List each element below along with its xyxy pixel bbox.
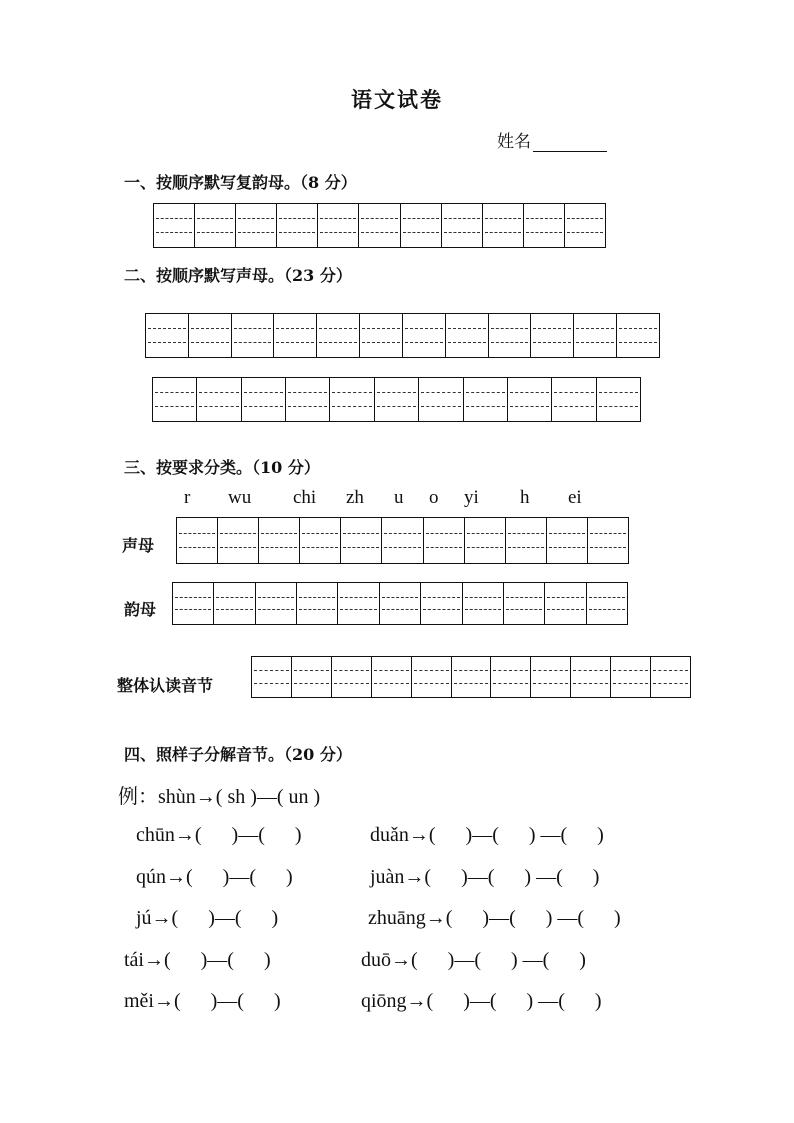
grid-cell[interactable] <box>195 204 236 247</box>
name-blank[interactable] <box>533 133 607 152</box>
grid-cell[interactable] <box>274 314 317 357</box>
grid-cell[interactable] <box>651 657 690 697</box>
grid-cell[interactable] <box>571 657 611 697</box>
grid-cell[interactable] <box>452 657 492 697</box>
exercise-item[interactable]: tái→( )—( ) <box>124 949 271 971</box>
writing-grid-2a[interactable] <box>145 313 660 358</box>
grid-cell[interactable] <box>403 314 446 357</box>
grid-cell[interactable] <box>146 314 189 357</box>
exercise-item[interactable]: duǎn→( )—( ) —( ) <box>370 824 604 846</box>
grid-cell[interactable] <box>372 657 412 697</box>
exercise-item[interactable]: chūn→( )—( ) <box>136 824 302 846</box>
grid-cell[interactable] <box>177 518 218 563</box>
syllable: h <box>520 487 530 508</box>
grid-cell[interactable] <box>259 518 300 563</box>
grid-cell[interactable] <box>531 657 571 697</box>
grid-cell[interactable] <box>547 518 588 563</box>
syllable: o <box>429 487 439 508</box>
grid-cell[interactable] <box>330 378 374 421</box>
grid-cell[interactable] <box>587 583 627 624</box>
exercise-item[interactable]: měi→( )—( ) <box>124 990 281 1012</box>
grid-cell[interactable] <box>218 518 259 563</box>
syllable: yi <box>464 487 479 508</box>
grid-cell[interactable] <box>419 378 463 421</box>
grid-cell[interactable] <box>545 583 586 624</box>
grid-cell[interactable] <box>256 583 297 624</box>
name-label: 姓名 <box>497 132 531 152</box>
example-line: 例：shùn→( sh )—( un ) <box>118 786 321 808</box>
exercise-item[interactable]: qiōng→( )—( ) —( ) <box>361 990 602 1012</box>
exercise-item[interactable]: juàn→( )—( ) —( ) <box>370 866 600 888</box>
grid-cell[interactable] <box>424 518 465 563</box>
grid-cell[interactable] <box>173 583 214 624</box>
grid-cell[interactable] <box>189 314 232 357</box>
exercise-item[interactable]: zhuāng→( )—( ) —( ) <box>368 907 621 929</box>
grid-cell[interactable] <box>597 378 640 421</box>
syllable: zh <box>346 487 364 508</box>
exercise-item[interactable]: qún→( )—( ) <box>136 866 293 888</box>
grid-cell[interactable] <box>617 314 659 357</box>
section-4-heading: 四、照样子分解音节。（20 分） <box>124 745 352 764</box>
grid-cell[interactable] <box>338 583 379 624</box>
grid-cell[interactable] <box>232 314 275 357</box>
section-1-heading: 一、按顺序默写复韵母。（8 分） <box>124 173 357 192</box>
grid-cell[interactable] <box>464 378 508 421</box>
grid-cell[interactable] <box>524 204 565 247</box>
grid-cell[interactable] <box>506 518 547 563</box>
writing-grid-shengmu[interactable] <box>176 517 629 564</box>
writing-grid-1[interactable] <box>153 203 606 248</box>
grid-cell[interactable] <box>552 378 596 421</box>
exercise-item[interactable]: jú→( )—( ) <box>136 907 279 929</box>
syllable: chi <box>293 487 317 508</box>
grid-cell[interactable] <box>401 204 442 247</box>
writing-grid-2b[interactable] <box>152 377 641 422</box>
zhengti-label: 整体认读音节 <box>117 676 214 695</box>
yunmu-label: 韵母 <box>124 600 157 619</box>
syllable: r <box>184 487 191 508</box>
grid-cell[interactable] <box>421 583 462 624</box>
syllable: ei <box>568 487 582 508</box>
syllable: wu <box>228 487 252 508</box>
exercise-item[interactable]: duō→( )—( ) —( ) <box>361 949 586 971</box>
writing-grid-yunmu[interactable] <box>172 582 628 625</box>
grid-cell[interactable] <box>341 518 382 563</box>
grid-cell[interactable] <box>412 657 452 697</box>
grid-cell[interactable] <box>611 657 651 697</box>
grid-cell[interactable] <box>332 657 372 697</box>
grid-cell[interactable] <box>292 657 332 697</box>
syllable: u <box>394 487 404 508</box>
name-field[interactable] <box>497 127 607 152</box>
grid-cell[interactable] <box>463 583 504 624</box>
page-title: 语文试卷 <box>351 87 443 112</box>
section-3-heading: 三、按要求分类。（10 分） <box>124 458 320 477</box>
grid-cell[interactable] <box>153 378 197 421</box>
grid-cell[interactable] <box>531 314 574 357</box>
grid-cell[interactable] <box>359 204 400 247</box>
grid-cell[interactable] <box>446 314 489 357</box>
grid-cell[interactable] <box>297 583 338 624</box>
grid-cell[interactable] <box>154 204 195 247</box>
grid-cell[interactable] <box>214 583 255 624</box>
writing-grid-zhengti[interactable] <box>251 656 691 698</box>
grid-cell[interactable] <box>300 518 341 563</box>
grid-cell[interactable] <box>318 204 359 247</box>
section-2-heading: 二、按顺序默写声母。（23 分） <box>124 266 352 285</box>
grid-cell[interactable] <box>382 518 423 563</box>
grid-cell[interactable] <box>277 204 318 247</box>
syllable-list <box>170 487 600 513</box>
shengmu-label: 声母 <box>122 536 155 555</box>
grid-cell[interactable] <box>236 204 277 247</box>
grid-cell[interactable] <box>380 583 421 624</box>
grid-cell[interactable] <box>508 378 552 421</box>
grid-cell[interactable] <box>375 378 419 421</box>
grid-cell[interactable] <box>465 518 506 563</box>
grid-cell[interactable] <box>286 378 330 421</box>
grid-cell[interactable] <box>588 518 628 563</box>
grid-cell[interactable] <box>565 204 605 247</box>
grid-cell[interactable] <box>242 378 286 421</box>
grid-cell[interactable] <box>574 314 617 357</box>
grid-cell[interactable] <box>442 204 483 247</box>
grid-cell[interactable] <box>252 657 292 697</box>
grid-cell[interactable] <box>317 314 360 357</box>
grid-cell[interactable] <box>483 204 524 247</box>
grid-cell[interactable] <box>491 657 531 697</box>
grid-cell[interactable] <box>360 314 403 357</box>
grid-cell[interactable] <box>197 378 241 421</box>
grid-cell[interactable] <box>489 314 532 357</box>
grid-cell[interactable] <box>504 583 545 624</box>
